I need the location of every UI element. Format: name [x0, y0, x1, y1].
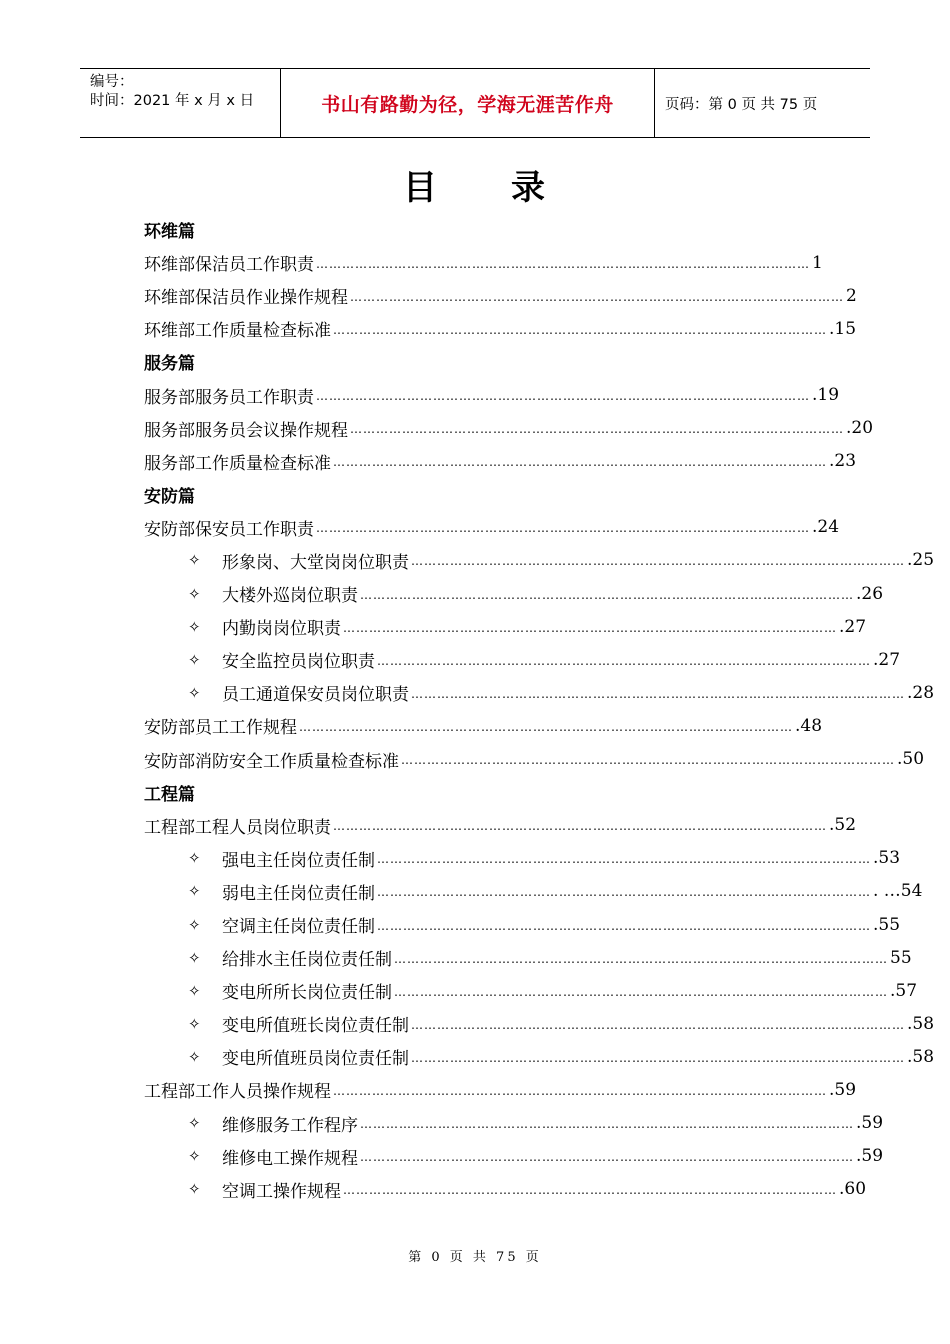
toc-title-char-2: 录: [511, 168, 547, 208]
toc-entry-label: 弱电主任岗位责任制: [222, 883, 375, 904]
toc-leader-dots: ……………………………………………………………………………………………………: [411, 686, 905, 701]
toc-leader-dots: ……………………………………………………………………………………………………: [411, 554, 905, 569]
toc-leader-dots: ……………………………………………………………………………………………………: [401, 753, 895, 768]
toc-section-heading: [144, 776, 804, 809]
toc-leader-dots: ……………………………………………………………………………………………………: [333, 455, 827, 470]
toc-entry-label: 员工通道保安员岗位职责: [222, 685, 409, 706]
toc-sub-entry: [144, 974, 918, 1007]
toc-entry: [144, 511, 840, 544]
toc-sub-entry: [144, 842, 901, 875]
toc-leader-dots: ……………………………………………………………………………………………………: [299, 719, 793, 734]
toc-entry-label: 环维部工作质量检查标准: [144, 321, 331, 342]
toc-page-number: .27: [873, 649, 901, 670]
toc-entry-label: 给排水主任岗位责任制: [222, 950, 392, 971]
toc-page-number: 2: [846, 285, 857, 306]
toc-entry: [144, 809, 857, 842]
header-page-info: 页码：第 0 页 共 75 页: [665, 96, 818, 113]
toc-leader-dots: ……………………………………………………………………………………………………: [411, 1050, 905, 1065]
toc-leader-dots: ……………………………………………………………………………………………………: [360, 1117, 854, 1132]
toc-entry-label: 安防部员工工作规程: [144, 718, 297, 739]
diamond-bullet-icon: ✧: [188, 849, 201, 868]
diamond-bullet-icon: ✧: [188, 551, 201, 570]
toc-sub-entry: [144, 908, 901, 941]
toc-sub-entry: [144, 1140, 884, 1173]
toc-leader-dots: ……………………………………………………………………………………………………: [333, 322, 827, 337]
toc-page-number: .26: [856, 583, 884, 604]
toc-page-number: 55: [890, 947, 912, 968]
diamond-bullet-icon: ✧: [188, 1180, 201, 1199]
toc-entry-label: 变电所值班长岗位责任制: [222, 1016, 409, 1037]
toc-entry-label: 服务部服务员工作职责: [144, 387, 314, 408]
toc-entry-label: 强电主任岗位责任制: [222, 850, 375, 871]
toc-page-number: .57: [890, 980, 918, 1001]
toc-page-number: .25: [907, 550, 935, 571]
toc-page-number: .53: [873, 848, 901, 869]
toc-page-number: .59: [856, 1113, 884, 1134]
toc-page-number: .58: [907, 1013, 935, 1034]
toc-section-label: 环维篇: [144, 222, 195, 243]
toc-page-number: .48: [795, 715, 823, 736]
toc-entry: [144, 246, 823, 279]
toc-leader-dots: ……………………………………………………………………………………………………: [360, 587, 854, 602]
toc-sub-entry: [144, 1007, 935, 1040]
toc-sub-entry: [144, 577, 884, 610]
toc-entry-label: 安防部消防安全工作质量检查标准: [144, 751, 399, 772]
toc-entry: [144, 445, 857, 478]
toc-leader-dots: ……………………………………………………………………………………………………: [343, 620, 837, 635]
page-footer: 第 0 页 共 75 页: [408, 1250, 542, 1265]
document-date-label: 时间：2021 年 x 月 x 日: [90, 93, 255, 109]
toc-entry-label: 大楼外巡岗位职责: [222, 586, 358, 607]
toc-sub-entry: [144, 1040, 935, 1073]
toc-page-number: .60: [839, 1179, 867, 1200]
toc-section-heading: [144, 345, 804, 378]
toc-sub-entry: [144, 941, 912, 974]
toc-entry: [144, 312, 857, 345]
diamond-bullet-icon: ✧: [188, 882, 201, 901]
toc-leader-dots: ……………………………………………………………………………………………………: [394, 984, 888, 999]
toc-entry-label: 安全监控员岗位职责: [222, 652, 375, 673]
toc-page-number: . …54: [873, 881, 923, 902]
toc-leader-dots: ……………………………………………………………………………………………………: [333, 1083, 827, 1098]
toc-sub-entry: [144, 544, 935, 577]
page-header: [80, 68, 870, 138]
toc-sub-entry: [144, 1107, 884, 1140]
table-of-contents: [144, 213, 935, 1206]
toc-entry-label: 空调主任岗位责任制: [222, 917, 375, 938]
toc-page-number: .15: [829, 318, 857, 339]
toc-section-heading: [144, 478, 804, 511]
toc-entry-label: 变电所所长岗位责任制: [222, 983, 392, 1004]
diamond-bullet-icon: ✧: [188, 1147, 201, 1166]
toc-leader-dots: ……………………………………………………………………………………………………: [316, 389, 810, 404]
toc-page-number: .24: [812, 517, 840, 538]
toc-sub-entry: [144, 1173, 867, 1206]
toc-leader-dots: ……………………………………………………………………………………………………: [343, 1183, 837, 1198]
toc-title-char-1: 目: [403, 168, 439, 208]
toc-leader-dots: ……………………………………………………………………………………………………: [316, 521, 810, 536]
toc-entry-label: 空调工操作规程: [222, 1181, 341, 1202]
toc-page-number: .58: [907, 1046, 935, 1067]
toc-leader-dots: ……………………………………………………………………………………………………: [411, 1017, 905, 1032]
toc-page-number: .59: [856, 1146, 884, 1167]
toc-entry-label: 环维部保洁员工作职责: [144, 255, 314, 276]
toc-leader-dots: ……………………………………………………………………………………………………: [333, 819, 827, 834]
toc-entry-label: 维修电工操作规程: [222, 1148, 358, 1169]
toc-sub-entry: [144, 676, 935, 709]
toc-entry-label: 形象岗、大堂岗岗位职责: [222, 552, 409, 573]
diamond-bullet-icon: ✧: [188, 650, 201, 669]
toc-page-number: .27: [839, 616, 867, 637]
toc-entry-label: 维修服务工作程序: [222, 1115, 358, 1136]
diamond-bullet-icon: ✧: [188, 915, 201, 934]
toc-leader-dots: ……………………………………………………………………………………………………: [377, 653, 871, 668]
toc-page-number: .55: [873, 914, 901, 935]
toc-entry: [144, 279, 857, 312]
toc-leader-dots: ……………………………………………………………………………………………………: [350, 422, 844, 437]
toc-page-number: 1: [812, 252, 823, 273]
toc-entry-label: 内勤岗岗位职责: [222, 619, 341, 640]
toc-entry-label: 工程部工程人员岗位职责: [144, 817, 331, 838]
diamond-bullet-icon: ✧: [188, 584, 201, 603]
diamond-bullet-icon: ✧: [188, 617, 201, 636]
toc-entry: [144, 743, 925, 776]
toc-page-number: .52: [829, 815, 857, 836]
toc-entry: [144, 378, 840, 411]
toc-sub-entry: [144, 610, 867, 643]
diamond-bullet-icon: ✧: [188, 948, 201, 967]
toc-section-label: 工程篇: [144, 784, 195, 805]
toc-section-label: 服务篇: [144, 354, 195, 375]
toc-entry-label: 工程部工作人员操作规程: [144, 1082, 331, 1103]
toc-entry: [144, 709, 823, 742]
toc-leader-dots: ……………………………………………………………………………………………………: [377, 885, 871, 900]
toc-sub-entry: [144, 643, 901, 676]
toc-page-number: .19: [812, 385, 840, 406]
toc-entry-label: 服务部服务员会议操作规程: [144, 420, 348, 441]
diamond-bullet-icon: ✧: [188, 1047, 201, 1066]
diamond-bullet-icon: ✧: [188, 683, 201, 702]
toc-section-label: 安防篇: [144, 486, 195, 507]
toc-page-number: .20: [846, 418, 874, 439]
toc-leader-dots: ……………………………………………………………………………………………………: [316, 256, 810, 271]
toc-section-heading: [144, 213, 804, 246]
toc-title: [0, 160, 950, 209]
toc-sub-entry: [144, 875, 923, 908]
toc-page-number: .50: [897, 749, 925, 770]
header-motto: 书山有路勤为径，学海无涯苦作舟: [281, 69, 655, 137]
header-meta: [80, 69, 281, 137]
toc-entry-label: 服务部工作质量检查标准: [144, 453, 331, 474]
toc-leader-dots: ……………………………………………………………………………………………………: [394, 951, 888, 966]
diamond-bullet-icon: ✧: [188, 1014, 201, 1033]
diamond-bullet-icon: ✧: [188, 981, 201, 1000]
toc-page-number: .23: [829, 451, 857, 472]
toc-leader-dots: ……………………………………………………………………………………………………: [350, 289, 844, 304]
toc-page-number: .28: [907, 682, 935, 703]
toc-leader-dots: ……………………………………………………………………………………………………: [360, 1150, 854, 1165]
toc-leader-dots: ……………………………………………………………………………………………………: [377, 918, 871, 933]
document-number-label: 编号：: [90, 74, 134, 90]
toc-page-number: .59: [829, 1079, 857, 1100]
toc-leader-dots: ……………………………………………………………………………………………………: [377, 852, 871, 867]
toc-entry-label: 环维部保洁员作业操作规程: [144, 288, 348, 309]
diamond-bullet-icon: ✧: [188, 1114, 201, 1133]
toc-entry-label: 安防部保安员工作职责: [144, 519, 314, 540]
toc-entry-label: 变电所值班员岗位责任制: [222, 1049, 409, 1070]
toc-entry: [144, 1073, 857, 1106]
toc-entry: [144, 412, 874, 445]
